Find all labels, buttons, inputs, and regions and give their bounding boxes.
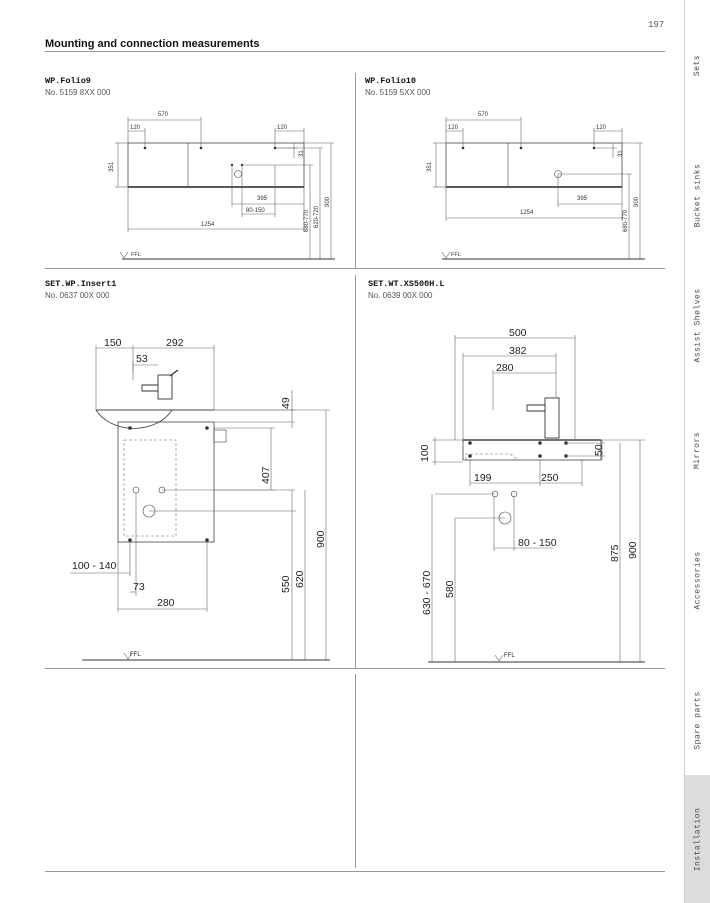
xs500-dim-250: 250 [541, 472, 559, 484]
section-title-xs500: SET.WT.XS500H.L [368, 279, 445, 289]
insert1-basin-bowl [96, 410, 172, 428]
folio9-dim-31: 31 [299, 150, 305, 157]
folio10-dim-120-right: 120 [596, 125, 607, 131]
folio9-ffl-label: FFL [131, 252, 141, 258]
folio10-dim-570: 570 [478, 112, 489, 118]
folio9-dim-900: 900 [325, 196, 331, 207]
folio9-mount-point-2 [200, 147, 203, 150]
insert1-dim-49: 49 [280, 397, 292, 409]
folio10-labels [427, 112, 640, 258]
folio10-cabinet-body [446, 143, 622, 187]
folio10-dim-120-left: 120 [448, 125, 459, 131]
insert1-mount-point-2 [205, 426, 209, 430]
section-title-folio9: WP.Folio9 [45, 76, 91, 86]
insert1-dim-150: 150 [104, 337, 122, 349]
sidebar-item-installation[interactable]: Installation [685, 775, 710, 903]
folio9-dim-620-720: 620-720 [314, 205, 320, 228]
insert1-mount-point-3 [128, 538, 132, 542]
insert1-dim-900: 900 [315, 530, 327, 548]
folio10-ffl-marker [442, 252, 450, 258]
insert1-mount-point-4 [205, 538, 209, 542]
xs500-mount-point-2 [538, 441, 542, 445]
insert1-faucet-spout [142, 385, 158, 391]
folio10-mount-point-1 [462, 147, 465, 150]
xs500-dim-382: 382 [509, 345, 527, 357]
insert1-dim-550: 550 [280, 575, 292, 593]
folio10-ffl-label: FFL [451, 252, 461, 258]
page-number: 197 [648, 20, 665, 30]
insert1-dim-407: 407 [260, 466, 272, 484]
folio10-dim-351: 351 [427, 161, 433, 172]
xs500-dim-80-150: 80 - 150 [518, 537, 557, 549]
insert1-water-inlet-left [133, 487, 139, 493]
xs500-dim-875: 875 [609, 544, 621, 562]
folio9-drain-outlet [235, 171, 242, 178]
sidebar-item-mirrors[interactable]: Mirrors [693, 431, 703, 469]
insert1-ffl-label: FFL [130, 652, 141, 658]
section-title-folio10: WP.Folio10 [365, 76, 417, 86]
xs500-mount-point-5 [538, 454, 542, 458]
xs500-dim-900: 900 [627, 541, 639, 559]
xs500-dim-50: 50 [593, 444, 605, 456]
insert1-labels [72, 337, 327, 658]
xs500-dim-500: 500 [509, 327, 527, 339]
sidebar-item-sets[interactable]: Sets [693, 54, 703, 76]
insert1-dim-620: 620 [294, 570, 306, 588]
folio10-dim-31: 31 [618, 150, 624, 157]
folio9-dim-80-150: 80-150 [246, 208, 265, 214]
xs500-mount-point-1 [468, 441, 472, 445]
xs500-ffl-marker [495, 655, 503, 661]
drawing-insert1 [70, 345, 330, 660]
insert1-dim-100-140: 100 - 140 [72, 560, 117, 572]
xs500-hidden-basin [466, 454, 518, 460]
xs500-faucet-body [545, 398, 559, 438]
section-subtitle-insert1: No. 0637 00X 000 [45, 291, 110, 300]
sidebar-item-bucket-sinks[interactable]: Bucket sinks [693, 163, 703, 227]
xs500-dim-580: 580 [444, 580, 456, 598]
folio9-ffl-marker [120, 252, 128, 258]
drawing-folio10 [433, 117, 645, 259]
sidebar-item-accessories[interactable]: Accessories [693, 550, 703, 610]
folio9-dim-120-left: 120 [130, 125, 141, 131]
xs500-mount-point-4 [468, 454, 472, 458]
insert1-dim-280: 280 [157, 597, 175, 609]
section-subtitle-folio9: No. 5159 8XX 000 [45, 88, 111, 97]
insert1-dim-53: 53 [136, 353, 148, 365]
xs500-faucet-spout [527, 405, 545, 411]
folio9-dim-395: 395 [257, 196, 268, 202]
sidebar-item-assist-shelves[interactable]: Assist Shelves [693, 287, 703, 363]
section-subtitle-folio10: No. 5159 5XX 000 [365, 88, 431, 97]
xs500-dim-100: 100 [419, 444, 431, 462]
insert1-side-bracket [214, 430, 226, 442]
insert1-faucet-body [158, 375, 172, 399]
folio9-dim-570: 570 [158, 112, 169, 118]
folio9-dim-1254: 1254 [201, 222, 215, 228]
xs500-ffl-label: FFL [504, 653, 515, 659]
xs500-labels [419, 327, 639, 659]
folio10-dim-680-770: 680-770 [623, 209, 629, 232]
insert1-hidden-siphon [124, 440, 176, 536]
xs500-dim-630-670: 630 - 670 [421, 570, 433, 615]
folio10-mount-point-2 [520, 147, 523, 150]
drawing-xs500 [428, 335, 645, 662]
xs500-water-inlet-right [511, 491, 517, 497]
folio9-dim-680-770: 680-770 [304, 209, 310, 232]
folio9-mount-point-1 [144, 147, 147, 150]
folio9-dim-120-right: 120 [277, 125, 288, 131]
page-title: Mounting and connection measurements [45, 38, 260, 50]
folio10-dim-1254: 1254 [520, 210, 534, 216]
section-subtitle-xs500: No. 0639 00X 000 [368, 291, 433, 300]
folio10-dim-900: 900 [634, 196, 640, 207]
folio9-labels [109, 112, 331, 258]
drawing-folio9 [115, 117, 335, 259]
xs500-dim-199: 199 [474, 472, 492, 484]
xs500-dim-280: 280 [496, 362, 514, 374]
folio10-dim-395: 395 [577, 196, 588, 202]
insert1-dim-73: 73 [133, 581, 145, 593]
folio9-dim-351: 351 [109, 161, 115, 172]
sidebar-item-spare-parts[interactable]: Spare parts [693, 690, 703, 750]
insert1-mount-point-1 [128, 426, 132, 430]
section-title-insert1: SET.WP.Insert1 [45, 279, 117, 289]
insert1-dim-292: 292 [166, 337, 184, 349]
